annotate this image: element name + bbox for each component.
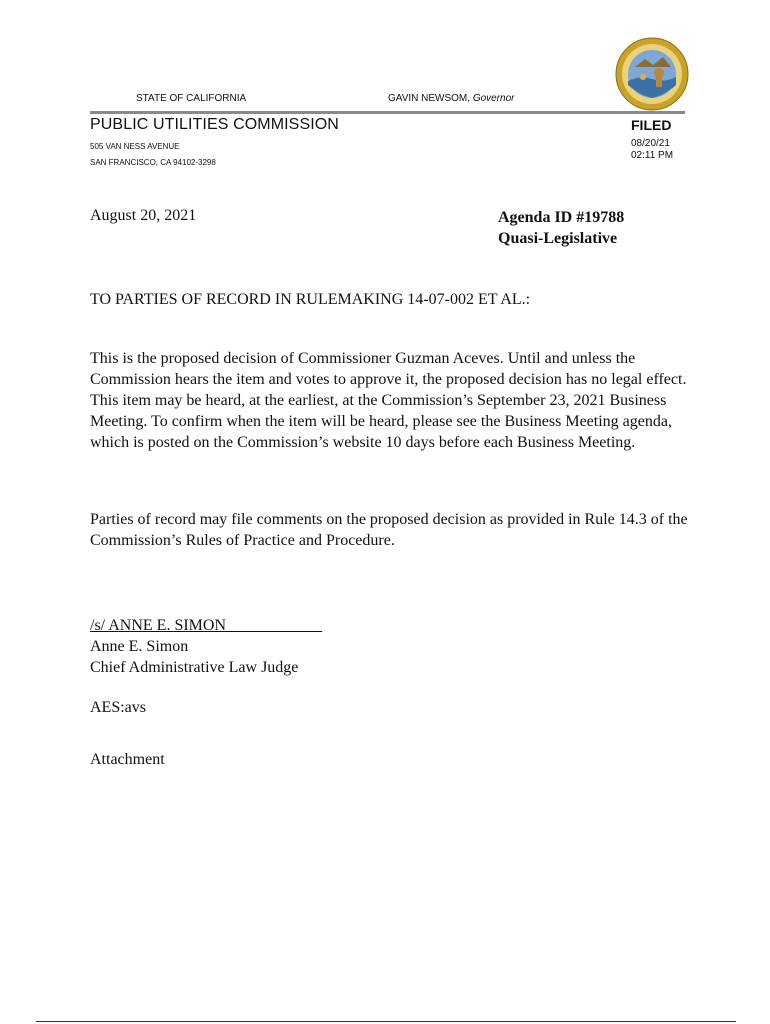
address-line-1: 505 VAN NESS AVENUE	[90, 142, 180, 151]
signature-block	[90, 615, 322, 678]
footer-rule	[36, 1021, 736, 1022]
filed-datetime	[631, 138, 673, 162]
filed-time: 02:11 PM	[631, 150, 674, 161]
agenda-type: Quasi-Legislative	[498, 230, 618, 247]
governor-name: GAVIN NEWSOM,	[388, 93, 471, 104]
salutation: TO PARTIES OF RECORD IN RULEMAKING 14-07-002 ET AL.:	[90, 291, 531, 308]
header-rule	[90, 111, 685, 114]
agenda-id: Agenda ID #19788	[498, 209, 625, 226]
attachment-label: Attachment	[90, 751, 165, 768]
body-paragraph-2: Parties of record may file comments on the proposed decision as provided in Rule 14.3 of the Commission’s Rules of Practice and Procedure.	[90, 511, 688, 549]
letter-date: August 20, 2021	[90, 207, 197, 224]
address-line-2: SAN FRANCISCO, CA 94102-3298	[90, 158, 216, 167]
signature-text: /s/ ANNE E. SIMON____________	[90, 617, 323, 634]
governor-title: Governor	[472, 93, 515, 104]
commission-name: PUBLIC UTILITIES COMMISSION	[90, 116, 339, 133]
signer-name: Anne E. Simon	[90, 638, 189, 655]
governor-label	[388, 93, 515, 104]
state-seal-icon	[615, 37, 689, 111]
reference-initials: AES:avs	[90, 699, 146, 716]
signature-line	[90, 615, 322, 636]
body-paragraph-1: This is the proposed decision of Commissioner Guzman Aceves. Until and unless the Commission hears the item and votes to approve it, the proposed decision has no legal effect. This item may be heard, at the earliest, at the Commission’s September 23, 2021 Business Meeting. To confirm when the item will be heard, please see the Business Meeting agenda, which is posted on the Commission’s website 10 days before each Business Meeting.	[90, 350, 687, 451]
signer-title: Chief Administrative Law Judge	[90, 659, 299, 676]
agenda-block	[498, 207, 624, 249]
filed-date: 08/20/21	[631, 138, 670, 149]
state-label: STATE OF CALIFORNIA	[136, 93, 247, 104]
filed-stamp: FILED	[631, 117, 672, 133]
